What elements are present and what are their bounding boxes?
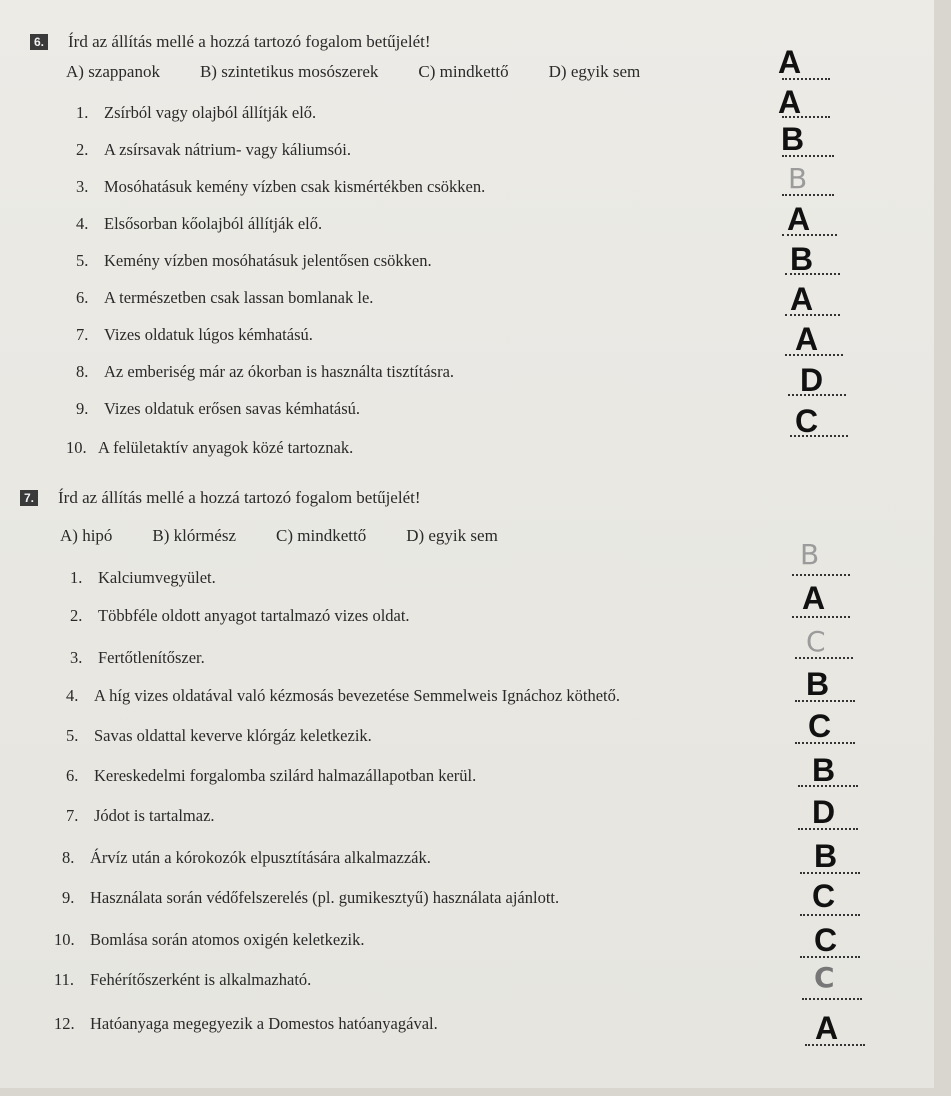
task7-answer-12: A	[815, 1010, 839, 1046]
task7-number: 7.	[20, 490, 38, 506]
task7-answer-2: A	[802, 580, 826, 616]
item-text: Bomlása során atomos oxigén keletkezik.	[90, 930, 365, 949]
item-number: 9.	[76, 399, 89, 418]
item-number: 3.	[70, 648, 83, 667]
item-number: 10.	[66, 438, 87, 457]
item-text: Vizes oldatuk lúgos kémhatású.	[104, 325, 313, 344]
item-text: Árvíz után a kórokozók elpusztítására alkalmazzák.	[90, 848, 431, 867]
task7-item-3	[70, 648, 205, 668]
task7-header	[20, 488, 421, 508]
item-number: 8.	[62, 848, 75, 867]
item-text: Kereskedelmi forgalomba szilárd halmazállapotban kerül.	[94, 766, 477, 785]
item-number: 5.	[66, 726, 79, 745]
task7-option-c: C) mindkettő	[276, 526, 367, 545]
task6-option-d: D) egyik sem	[548, 62, 641, 81]
item-text: Kalciumvegyület.	[98, 568, 216, 587]
task7-answer-5: C	[808, 708, 832, 744]
task7-answer-1: B	[800, 538, 820, 571]
item-number: 4.	[76, 214, 89, 233]
task6-options	[66, 62, 680, 82]
item-text: Savas oldattal keverve klórgáz keletkezik.	[94, 726, 372, 745]
task7-answer-9: C	[812, 878, 836, 914]
item-text: Hatóanyaga megegyezik a Domestos hatóanyagával.	[90, 1014, 438, 1033]
task7-item-12	[54, 1014, 438, 1034]
task6-answer-9: D	[800, 362, 824, 398]
task6-answer-1: A	[778, 44, 802, 80]
item-number: 7.	[76, 325, 89, 344]
task7-option-a: A) hipó	[60, 526, 113, 545]
item-text: A felületaktív anyagok közé tartoznak.	[98, 438, 354, 457]
task7-answer-6: B	[812, 752, 836, 788]
task6-answer-6: B	[790, 241, 814, 277]
task6-item-9	[76, 399, 360, 419]
task7-item-5	[66, 726, 372, 746]
item-number: 6.	[76, 288, 89, 307]
item-number: 4.	[66, 686, 79, 705]
task7-answer-3: C	[806, 625, 826, 658]
task7-options	[60, 526, 538, 546]
task6-answer-5: A	[787, 201, 811, 237]
task7-item-8	[62, 848, 431, 868]
item-number: 1.	[70, 568, 83, 587]
item-number: 5.	[76, 251, 89, 270]
answer-line	[802, 998, 862, 1000]
item-text: A híg vizes oldatával való kézmosás bevezetése Semmelweis Ignáchoz köthető.	[94, 686, 620, 705]
task7-answer-10: C	[814, 922, 838, 958]
task7-instruction: Írd az állítás mellé a hozzá tartozó fogalom betűjelét!	[58, 488, 421, 507]
item-text: Használata során védőfelszerelés (pl. gumikesztyű) használata ajánlott.	[90, 888, 560, 907]
task6-item-5	[76, 251, 432, 271]
task7-answer-4: B	[806, 666, 830, 702]
task6-instruction: Írd az állítás mellé a hozzá tartozó fogalom betűjelét!	[68, 32, 431, 51]
item-number: 12.	[54, 1014, 75, 1033]
item-number: 7.	[66, 806, 79, 825]
task6-item-2	[76, 140, 351, 160]
task6-item-7	[76, 325, 313, 345]
task6-answer-3: B	[781, 121, 805, 157]
task7-item-9	[62, 888, 559, 908]
task7-item-7	[66, 806, 215, 826]
task7-item-1	[70, 568, 216, 588]
task7-answer-7: D	[812, 794, 836, 830]
item-number: 6.	[66, 766, 79, 785]
item-text: Többféle oldott anyagot tartalmazó vizes oldat.	[98, 606, 410, 625]
task7-option-d: D) egyik sem	[406, 526, 498, 545]
item-text: Elsősorban kőolajból állítják elő.	[104, 214, 323, 233]
item-text: Mosóhatásuk kemény vízben csak kismértékben csökken.	[104, 177, 486, 196]
task7-item-10	[54, 930, 364, 950]
item-text: A zsírsavak nátrium- vagy káliumsói.	[104, 140, 351, 159]
item-number: 2.	[76, 140, 89, 159]
item-number: 8.	[76, 362, 89, 381]
task6-item-10	[66, 438, 353, 458]
task7-item-2	[70, 606, 410, 626]
task7-item-4	[66, 686, 620, 706]
answer-line	[792, 616, 850, 618]
item-text: Az emberiség már az ókorban is használta tisztításra.	[104, 362, 455, 381]
task6-item-4	[76, 214, 322, 234]
item-number: 1.	[76, 103, 89, 122]
task6-item-3	[76, 177, 485, 197]
task7-item-6	[66, 766, 476, 786]
item-text: Fertőtlenítőszer.	[98, 648, 205, 667]
item-number: 3.	[76, 177, 89, 196]
item-text: Fehérítőszerként is alkalmazható.	[90, 970, 312, 989]
answer-line	[792, 574, 850, 576]
task6-item-1	[76, 103, 316, 123]
item-text: Kemény vízben mosóhatásuk jelentősen csökken.	[104, 251, 432, 270]
item-number: 2.	[70, 606, 83, 625]
task7-answer-8: B	[814, 838, 838, 874]
item-text: A természetben csak lassan bomlanak le.	[104, 288, 374, 307]
task6-answer-7: A	[790, 281, 814, 317]
item-number: 11.	[54, 970, 75, 989]
task7-item-11	[54, 970, 311, 990]
task6-item-6	[76, 288, 373, 308]
item-number: 10.	[54, 930, 75, 949]
task6-option-a: A) szappanok	[66, 62, 160, 81]
task6-option-b: B) szintetikus mosószerek	[199, 62, 379, 81]
item-number: 9.	[62, 888, 75, 907]
answer-line	[800, 914, 860, 916]
task6-answer-4: B	[788, 162, 808, 195]
task6-option-c: C) mindkettő	[418, 62, 509, 81]
task7-option-b: B) klórmész	[152, 526, 236, 545]
item-text: Jódot is tartalmaz.	[94, 806, 215, 825]
task7-answer-11: C	[814, 961, 835, 994]
item-text: Zsírból vagy olajból állítják elő.	[104, 103, 317, 122]
task6-item-8	[76, 362, 454, 382]
task6-answer-8: A	[795, 321, 819, 357]
task6-answer-2: A	[778, 84, 802, 120]
task6-number: 6.	[30, 34, 48, 50]
item-text: Vizes oldatuk erősen savas kémhatású.	[104, 399, 361, 418]
task6-header	[30, 32, 431, 52]
task6-answer-10: C	[795, 403, 819, 439]
